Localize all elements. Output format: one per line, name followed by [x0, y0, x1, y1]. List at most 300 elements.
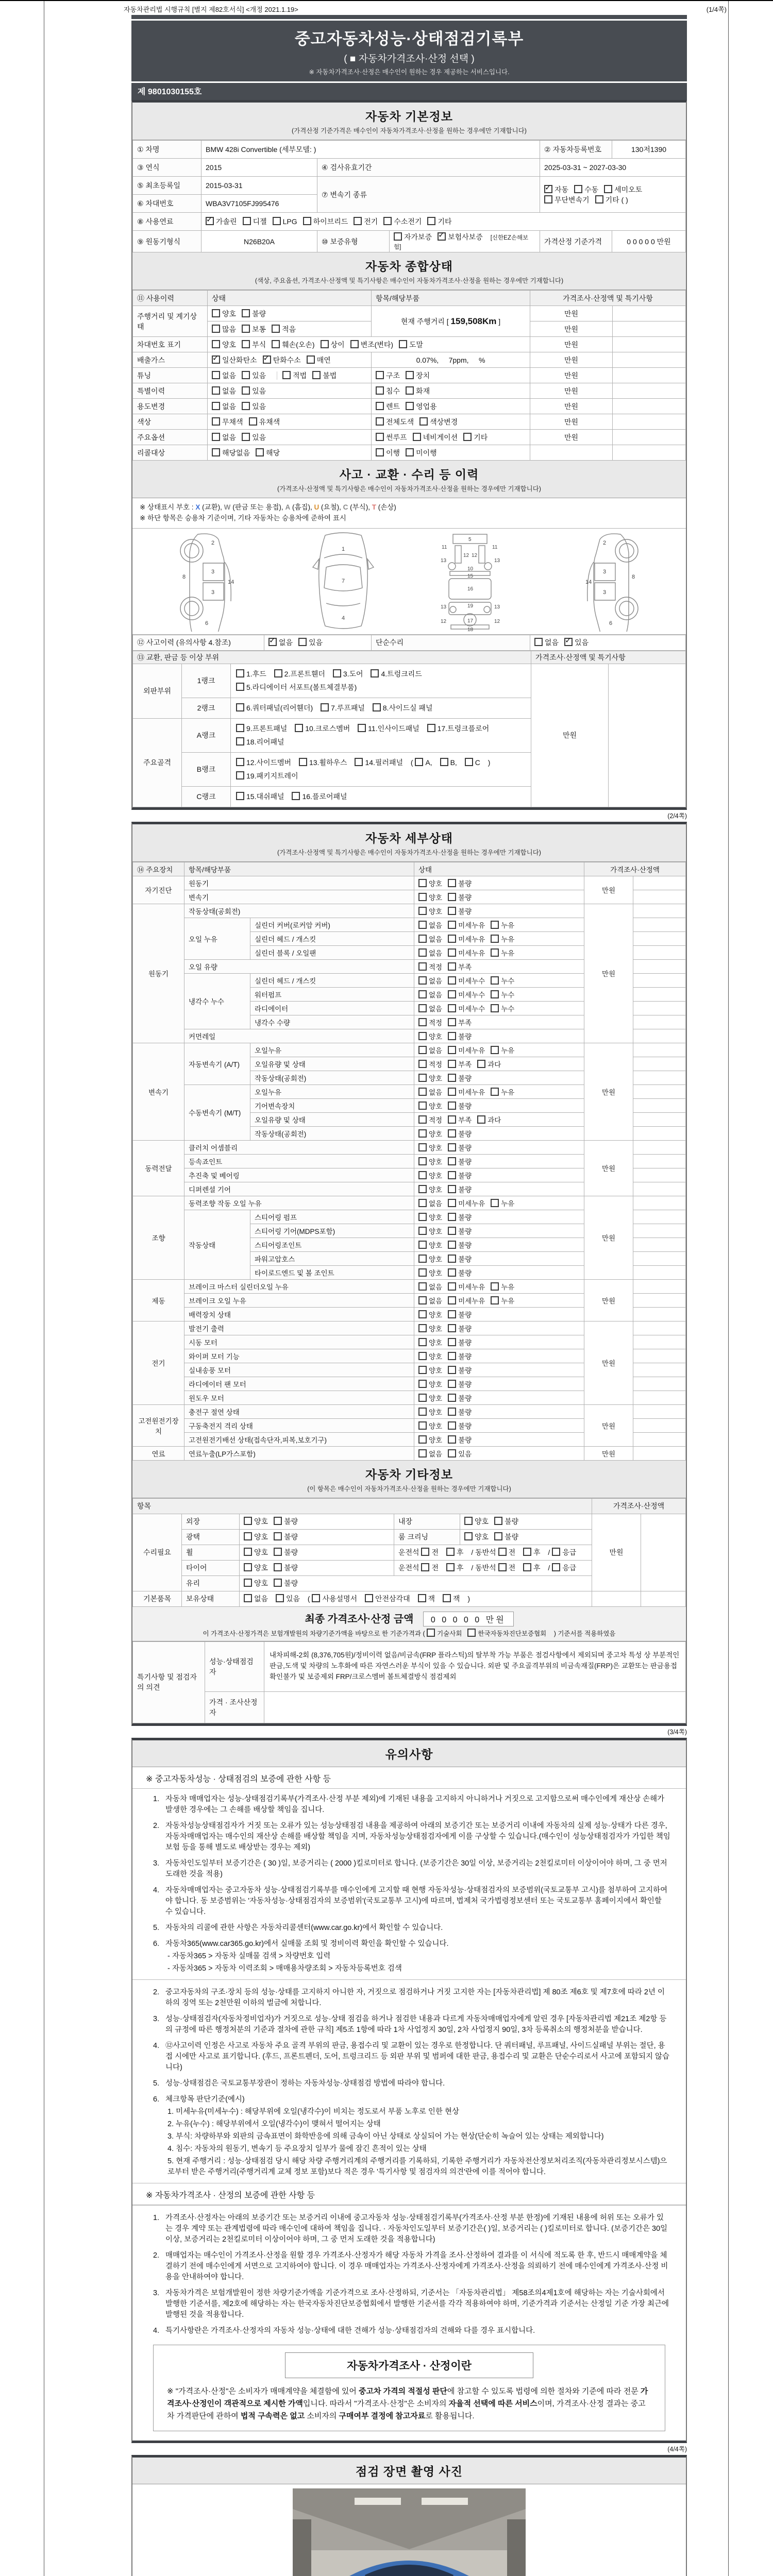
checkbox[interactable]	[418, 1594, 426, 1602]
checkbox[interactable]	[523, 1548, 531, 1556]
checkbox[interactable]	[418, 962, 427, 971]
checkbox-option: 부족	[448, 1061, 472, 1069]
checkbox-option: 불량	[274, 1579, 298, 1587]
checkbox[interactable]	[498, 1548, 507, 1556]
checkbox[interactable]	[394, 232, 402, 241]
checkbox-option: 영업용	[406, 402, 437, 411]
checkbox[interactable]	[418, 1296, 427, 1304]
checkbox[interactable]	[418, 1282, 427, 1291]
checkbox[interactable]	[418, 990, 427, 998]
checkbox[interactable]	[427, 724, 435, 732]
checkbox-option: 전체도색	[376, 418, 414, 426]
checkbox[interactable]	[448, 1157, 456, 1165]
checkbox-option: 19.패키지트레이	[236, 772, 298, 780]
notice-header	[132, 1740, 686, 1767]
checkbox[interactable]	[418, 1394, 427, 1402]
checkbox[interactable]	[418, 1004, 427, 1012]
checkbox[interactable]	[448, 1255, 456, 1263]
checkbox[interactable]	[595, 195, 603, 204]
checkbox[interactable]	[256, 448, 264, 456]
checkbox[interactable]	[448, 1171, 456, 1179]
checkbox[interactable]	[413, 433, 421, 441]
checkbox[interactable]	[242, 309, 250, 317]
checkbox[interactable]	[448, 1408, 456, 1416]
checkbox[interactable]	[467, 1629, 476, 1637]
checkbox[interactable]	[354, 217, 362, 225]
checkbox-option: 있음	[276, 1595, 300, 1603]
checkbox-option: 있음	[298, 638, 323, 647]
checkbox-option: 양호	[418, 1367, 442, 1375]
checkbox[interactable]	[448, 1129, 456, 1138]
notice-item: 3. 성능·상태점검자(자동차정비업자)가 거짓으로 성능·상태 점검을 하거나 점검한 내용과 다르게 자동차매매업자에게 알린 경우 [자동차관리법 제21조 제2항 등의 규정에 따른 행정처분의 기준과 절차에 관한 규칙] 제5조 1항에 따라 1차 사업정지 30일, 2차 사업정지 90일, 3차 등록취소의 행정처분을 받습니다.	[153, 2014, 667, 2034]
checkbox-option: 적음	[272, 325, 296, 333]
checkbox[interactable]	[242, 386, 250, 395]
checkbox[interactable]	[448, 1018, 456, 1026]
checkbox-option: LPG	[273, 217, 297, 226]
notice-subitem: - 자동차365 > 자동차 실매물 검색 > 차량번호 입력	[167, 1952, 331, 1960]
checkbox[interactable]	[212, 309, 220, 317]
checkbox[interactable]	[564, 638, 573, 646]
checkbox[interactable]	[448, 962, 456, 971]
checkbox[interactable]	[212, 371, 220, 379]
checkbox-option: 무단변속기	[544, 196, 590, 204]
checkbox-option: 양호	[244, 1564, 268, 1572]
checkbox-option: 불량	[448, 1381, 472, 1388]
checkbox[interactable]	[236, 792, 244, 800]
checkbox[interactable]	[544, 185, 552, 193]
checkbox[interactable]	[438, 232, 446, 241]
checkbox-option: 해당	[256, 449, 280, 457]
checkbox[interactable]	[427, 217, 435, 225]
svg-text:13: 13	[494, 557, 500, 564]
checkbox[interactable]	[418, 976, 427, 985]
checkbox-option: 9.프론트패널	[236, 724, 287, 733]
checkbox[interactable]	[298, 638, 307, 646]
checkbox[interactable]	[421, 1548, 429, 1556]
checkbox[interactable]	[236, 724, 244, 732]
checkbox[interactable]	[303, 217, 311, 225]
checkbox[interactable]	[448, 1115, 456, 1124]
checkbox-option: 해당없음	[212, 449, 250, 457]
checkbox-option: 불량	[274, 1517, 298, 1526]
checkbox[interactable]	[491, 1088, 499, 1096]
checkbox[interactable]	[418, 948, 427, 957]
checkbox[interactable]	[491, 1004, 499, 1012]
checkbox-option: 양호	[244, 1579, 268, 1587]
checkbox-option: 없음	[418, 936, 442, 943]
checkbox[interactable]	[212, 340, 220, 348]
checkbox[interactable]	[418, 1380, 427, 1388]
checkbox[interactable]	[448, 1101, 456, 1110]
checkbox[interactable]	[464, 1517, 473, 1525]
checkbox[interactable]	[448, 1435, 456, 1444]
checkbox[interactable]	[312, 1594, 320, 1602]
checkbox-option: 양호	[464, 1533, 489, 1541]
checkbox-option: 누수	[491, 991, 514, 999]
checkbox[interactable]	[448, 1032, 456, 1040]
checkbox-option: 무채색	[212, 418, 243, 426]
checkbox[interactable]	[418, 935, 427, 943]
checkbox[interactable]	[421, 1563, 429, 1571]
checkbox[interactable]	[236, 683, 244, 691]
checkbox-option: 불량	[274, 1548, 298, 1556]
checkbox-option: 양호	[418, 1395, 442, 1402]
checkbox[interactable]	[491, 1046, 499, 1054]
svg-text:19: 19	[467, 603, 474, 609]
checkbox[interactable]	[448, 1199, 456, 1207]
checkbox[interactable]	[448, 990, 456, 998]
checkbox[interactable]	[448, 1046, 456, 1054]
checkbox[interactable]	[446, 1563, 455, 1571]
checkbox[interactable]	[212, 402, 220, 410]
checkbox[interactable]	[272, 325, 280, 333]
checkbox-option: 렌트	[376, 402, 400, 411]
checkbox[interactable]	[273, 217, 281, 225]
checkbox[interactable]	[236, 669, 244, 677]
checkbox-option: 양호	[418, 1409, 442, 1416]
checkbox[interactable]	[212, 325, 220, 333]
checkbox[interactable]	[236, 771, 244, 779]
checkbox[interactable]	[448, 1088, 456, 1096]
checkbox-option: 없음	[418, 991, 442, 999]
checkbox-option: 세미오토	[604, 185, 642, 194]
checkbox[interactable]	[448, 1310, 456, 1318]
title-block	[131, 21, 687, 81]
checkbox[interactable]	[350, 340, 359, 348]
checkbox[interactable]	[418, 907, 427, 915]
checkbox-option: 불량	[448, 1269, 472, 1277]
checkbox[interactable]	[448, 1449, 456, 1458]
checkbox[interactable]	[376, 371, 384, 379]
checkbox[interactable]	[242, 433, 250, 441]
checkbox-option: 누수	[491, 977, 514, 985]
checkbox[interactable]	[448, 1338, 456, 1346]
checkbox[interactable]	[268, 638, 277, 646]
checkbox[interactable]	[523, 1563, 531, 1571]
checkbox[interactable]	[212, 417, 220, 426]
checkbox-option: 불량	[448, 908, 472, 916]
checkbox[interactable]	[333, 669, 341, 677]
checkbox[interactable]	[212, 433, 220, 441]
checkbox[interactable]	[212, 355, 220, 364]
checkbox[interactable]	[418, 1074, 427, 1082]
checkbox[interactable]	[244, 1532, 252, 1540]
checkbox[interactable]	[552, 1548, 560, 1556]
checkbox-option: 16.플로어패널	[292, 792, 347, 801]
checkbox-option: 잭	[443, 1595, 460, 1603]
checkbox[interactable]	[448, 1380, 456, 1388]
checkbox[interactable]	[244, 1517, 252, 1525]
svg-text:18: 18	[467, 626, 474, 632]
checkbox-option: 양호	[418, 1311, 442, 1319]
notice-title: 유의사항	[385, 1747, 433, 1761]
price-survey-definition-box	[153, 2345, 665, 2431]
doc-number-strip	[131, 83, 687, 100]
checkbox-option: 없음	[418, 950, 442, 957]
svg-text:13: 13	[441, 557, 447, 564]
checkbox[interactable]	[418, 1060, 427, 1068]
checkbox[interactable]	[418, 1185, 427, 1193]
checkbox[interactable]	[418, 1408, 427, 1416]
checkbox[interactable]	[465, 758, 473, 766]
checkbox[interactable]	[448, 1352, 456, 1360]
checkbox[interactable]	[263, 355, 271, 364]
checkbox[interactable]	[418, 1129, 427, 1138]
checkbox[interactable]	[365, 1594, 373, 1602]
checkbox[interactable]	[418, 1324, 427, 1332]
checkbox-option: 자가보증	[394, 233, 432, 241]
checkbox[interactable]	[274, 1517, 282, 1525]
accident-history-title: 사고 · 교환 · 수리 등 이력	[339, 468, 479, 481]
checkbox[interactable]	[443, 1594, 451, 1602]
svg-text:2: 2	[211, 539, 214, 546]
checkbox[interactable]	[274, 669, 282, 677]
checkbox[interactable]	[418, 1421, 427, 1430]
checkbox[interactable]	[448, 1282, 456, 1291]
checkbox[interactable]	[276, 1594, 284, 1602]
checkbox[interactable]	[534, 638, 543, 646]
checkbox[interactable]	[448, 1241, 456, 1249]
checkbox-option: 양호	[244, 1533, 268, 1541]
inspection-photos	[132, 2484, 686, 2576]
checkbox[interactable]	[399, 340, 407, 348]
checkbox[interactable]	[448, 893, 456, 901]
checkbox[interactable]	[376, 402, 384, 410]
checkbox[interactable]	[448, 1366, 456, 1374]
checkbox[interactable]	[418, 893, 427, 901]
checkbox[interactable]	[274, 1579, 282, 1587]
checkbox[interactable]	[418, 1449, 427, 1458]
checkbox[interactable]	[491, 935, 499, 943]
checkbox[interactable]	[373, 703, 381, 711]
checkbox[interactable]	[242, 402, 250, 410]
checkbox[interactable]	[376, 433, 384, 441]
checkbox-option: 양호	[418, 880, 442, 888]
checkbox[interactable]	[376, 386, 384, 395]
checkbox[interactable]	[242, 325, 250, 333]
detail-status-table: ⑭ 주요장치 항목/해당부품 상태 가격조사·산정액 자기진단 원동기 양호 불량 만원 변속기 양호 불량 원동기 작동상태(공회전) 양호 불량 만원 오일 누유 실린더 커버(로커암 커버) 없음 미세누유 누유 실린더 헤드 / 개스킷 없음 미세누유 누유 실린더 블록 / 오일팬 없음 미세누유 누유 오일 유량 적정 부족 냉각수 누수 실린더 헤드 / 개스킷 없음 미세누수 누수 워터펌프 없음 미세누수 누수 라디에이터 없음 미세누수 누수 냉각수 수량 적정 부족 커먼레일 양호 불량 변속기 자동변속기 (A/T) 오일누유 없음 미세누유 누유 만원 오일유량 및 상태 적정 부족 과다 작동상태(공회전) 양호 불량 수동변속기 (M/T) 오일누유 없음 미세누유 누유 기어변속장치 양호 불량 오일유량 및 상태 적정 부족 과다 작동상태(공회전) 양호 불량 동력전달 클러치 어셈블리 양호 불량 만원 등속죠인트 양호 불량 추진축 및 베어링 양호 불량 디퍼렌셜 기어 양호 불량 조향 동력조향 작동 오일 누유 없음 미세누유 누유 만원 작동상태 스티어링 펌프 양호 불량 스티어링 기어(MDPS포함) 양호 불량 스티어링조인트 양호 불량 파워고압호스 양호 불량 타이로드엔드 및 볼 조인트 양호 불량 제동 브레이크 마스터 실린더오일 누유 없음 미세누유 누유 만원 브레이크 오일 누유 없음 미세누유 누유 배력장치 상태 양호 불량 전기 발전기 출력 양호 불량 만원 시동 모터 양호 불량 와이퍼 모터 기능 양호 불량 실내송풍 모터 양호 불량 라디에이터 팬 모터 양호 불량 윈도우 모터 양호 불량 고전원전기장치 충전구 절연 상태 양호 불량 만원 구동축전지 격리 상태 양호 불량 고전원전기배선 상태(접속단자,피복,보호기구) 양호 불량 연료 연료누출(LP가스포함) 없음 있음 만원	[132, 862, 686, 1461]
checkbox[interactable]	[448, 907, 456, 915]
checkbox[interactable]	[236, 758, 244, 766]
checkbox[interactable]	[418, 921, 427, 929]
checkbox[interactable]	[415, 758, 423, 766]
checkbox[interactable]	[418, 1115, 427, 1124]
notice-list-3	[132, 2205, 686, 2336]
checkbox[interactable]	[274, 1563, 282, 1571]
checkbox-option: 상이	[321, 341, 345, 349]
checkbox-option: 응급	[552, 1548, 576, 1556]
checkbox[interactable]	[272, 340, 280, 348]
checkbox[interactable]	[448, 879, 456, 887]
svg-text:11: 11	[442, 544, 447, 550]
checkbox[interactable]	[295, 724, 303, 732]
checkbox[interactable]	[448, 1324, 456, 1332]
checkbox[interactable]	[406, 386, 414, 395]
checkbox-option: 양호	[418, 1172, 442, 1180]
checkbox[interactable]	[418, 1088, 427, 1096]
checkbox[interactable]	[376, 417, 384, 426]
checkbox[interactable]	[544, 195, 552, 204]
checkbox[interactable]	[491, 921, 499, 929]
checkbox[interactable]	[406, 448, 414, 456]
checkbox[interactable]	[477, 1060, 485, 1068]
checkbox[interactable]	[383, 217, 392, 225]
checkbox[interactable]	[448, 1296, 456, 1304]
checkbox[interactable]	[448, 1143, 456, 1151]
checkbox[interactable]	[418, 1310, 427, 1318]
checkbox[interactable]	[236, 737, 244, 745]
checkbox-option: 한국자동차진단보증협회	[467, 1630, 546, 1637]
checkbox-option: 누유	[491, 1089, 514, 1096]
checkbox[interactable]	[491, 1282, 499, 1291]
checkbox[interactable]	[491, 990, 499, 998]
checkbox[interactable]	[274, 1532, 282, 1540]
page-1	[131, 100, 687, 810]
checkbox[interactable]	[446, 1548, 455, 1556]
checkbox[interactable]	[491, 1199, 499, 1207]
checkbox[interactable]	[494, 1532, 502, 1540]
checkbox[interactable]	[406, 402, 414, 410]
checkbox-option: 없음	[418, 922, 442, 929]
checkbox-option: ✓ 탄화수소	[263, 356, 301, 364]
checkbox[interactable]	[604, 185, 612, 193]
checkbox[interactable]	[418, 1157, 427, 1165]
checkbox-option: 미세누유	[448, 1047, 485, 1055]
checkbox[interactable]	[358, 724, 366, 732]
checkbox[interactable]	[418, 1352, 427, 1360]
checkbox[interactable]	[427, 1629, 435, 1637]
checkbox[interactable]	[448, 1074, 456, 1082]
checkbox[interactable]	[307, 355, 315, 364]
checkbox[interactable]	[491, 1296, 499, 1304]
checkbox[interactable]	[418, 1338, 427, 1346]
checkbox[interactable]	[212, 386, 220, 395]
checkbox[interactable]	[376, 448, 384, 456]
checkbox-option: 있음	[242, 387, 266, 395]
checkbox-option: 10.크로스멤버	[295, 724, 350, 733]
checkbox-option: 미세누수	[448, 991, 485, 999]
checkbox[interactable]	[242, 340, 250, 348]
checkbox[interactable]	[448, 1213, 456, 1221]
checkbox[interactable]	[299, 758, 307, 766]
checkbox-option: 매연	[307, 356, 331, 364]
checkbox[interactable]	[355, 758, 363, 766]
svg-text:12: 12	[494, 618, 500, 624]
checkbox[interactable]	[418, 1032, 427, 1040]
checkbox-option: 1.후드	[236, 670, 266, 678]
checkbox-option: 없음	[418, 977, 442, 985]
page-4	[131, 2455, 687, 2576]
checkbox-option: 양호	[418, 1214, 442, 1222]
checkbox[interactable]	[419, 417, 428, 426]
checkbox[interactable]	[406, 371, 414, 379]
checkbox[interactable]	[236, 703, 244, 711]
checkbox[interactable]	[494, 1517, 502, 1525]
checkbox[interactable]	[498, 1563, 507, 1571]
checkbox[interactable]	[321, 340, 329, 348]
checkbox-option: 13.휠하우스	[299, 758, 347, 767]
checkbox-option: 5.라디에이터 서포트(볼트체결부품)	[236, 683, 357, 691]
checkbox[interactable]	[418, 1143, 427, 1151]
checkbox[interactable]	[249, 417, 257, 426]
checkbox[interactable]	[491, 948, 499, 957]
other-info-table: 항목 가격조사·산정액 수리필요 외장 양호 불량 내장 양호 불량 만원 광택 양호 불량 룸 크리닝 양호 불량 휠 양호 불량 운전석 전 후 / 동반석 전 후 / 응급 타이어 양호 불량 운전석 전 후 / 동반석 전 후 / 응급 유리 양호 불량 기본품목 보유상태 없음 있음 ( 사용설명서 안전삼각대 잭 잭 )	[132, 1498, 686, 1607]
car-diagram-underbody	[421, 531, 519, 632]
checkbox[interactable]	[418, 879, 427, 887]
svg-text:1: 1	[341, 546, 345, 552]
checkbox[interactable]	[448, 1268, 456, 1277]
checkbox[interactable]	[244, 1579, 252, 1587]
checkbox[interactable]	[418, 1268, 427, 1277]
checkbox[interactable]	[242, 371, 250, 379]
checkbox[interactable]	[243, 217, 251, 225]
checkbox[interactable]	[448, 1185, 456, 1193]
checkbox[interactable]	[321, 703, 329, 711]
checkbox-option: C	[465, 758, 480, 767]
checkbox[interactable]	[552, 1563, 560, 1571]
checkbox[interactable]	[491, 976, 499, 985]
checkbox-option: 적정	[418, 1019, 442, 1027]
checkbox[interactable]	[418, 1018, 427, 1026]
checkbox[interactable]	[244, 1594, 252, 1602]
checkbox[interactable]	[418, 1255, 427, 1263]
checkbox[interactable]	[418, 1435, 427, 1444]
checkbox[interactable]	[418, 1213, 427, 1221]
checkbox[interactable]	[448, 921, 456, 929]
checkbox[interactable]	[418, 1366, 427, 1374]
checkbox[interactable]	[448, 935, 456, 943]
checkbox[interactable]	[448, 948, 456, 957]
checkbox[interactable]	[418, 1171, 427, 1179]
checkbox-option: 잭	[418, 1595, 435, 1603]
checkbox[interactable]	[574, 185, 582, 193]
checkbox[interactable]	[244, 1563, 252, 1571]
checkbox-option: 불량	[448, 1158, 472, 1166]
checkbox[interactable]	[448, 976, 456, 985]
checkbox-option: 구조	[376, 371, 400, 380]
checkbox[interactable]	[212, 448, 220, 456]
checkbox[interactable]	[448, 1060, 456, 1068]
checkbox-option: 부족	[448, 963, 472, 971]
checkbox[interactable]	[312, 371, 321, 379]
checkbox[interactable]	[448, 1394, 456, 1402]
checkbox-option: 전	[421, 1564, 439, 1572]
checkbox[interactable]	[274, 1548, 282, 1556]
checkbox[interactable]	[477, 1115, 485, 1124]
checkbox[interactable]	[418, 1101, 427, 1110]
checkbox[interactable]	[418, 1241, 427, 1249]
checkbox[interactable]	[464, 1532, 473, 1540]
overall-status-title: 자동차 종합상태	[365, 260, 453, 273]
checkbox[interactable]	[448, 1004, 456, 1012]
basic-info-subtitle: (가격산정 기준가격은 매수인이 자동차가격조사·산정을 원하는 경우에만 기재합니다)	[292, 127, 527, 134]
checkbox[interactable]	[244, 1548, 252, 1556]
checkbox[interactable]	[440, 758, 448, 766]
checkbox[interactable]	[448, 1421, 456, 1430]
checkbox[interactable]	[282, 371, 291, 379]
checkbox[interactable]	[206, 217, 214, 225]
checkbox[interactable]	[463, 433, 472, 441]
svg-text:8: 8	[182, 573, 186, 580]
checkbox[interactable]	[371, 669, 379, 677]
checkbox-option: 기타	[427, 217, 451, 226]
checkbox[interactable]	[418, 1199, 427, 1207]
checkbox-option: 사용설명서	[312, 1595, 357, 1603]
checkbox[interactable]	[448, 1227, 456, 1235]
checkbox[interactable]	[418, 1046, 427, 1054]
checkbox[interactable]	[292, 792, 300, 800]
checkbox[interactable]	[418, 1227, 427, 1235]
